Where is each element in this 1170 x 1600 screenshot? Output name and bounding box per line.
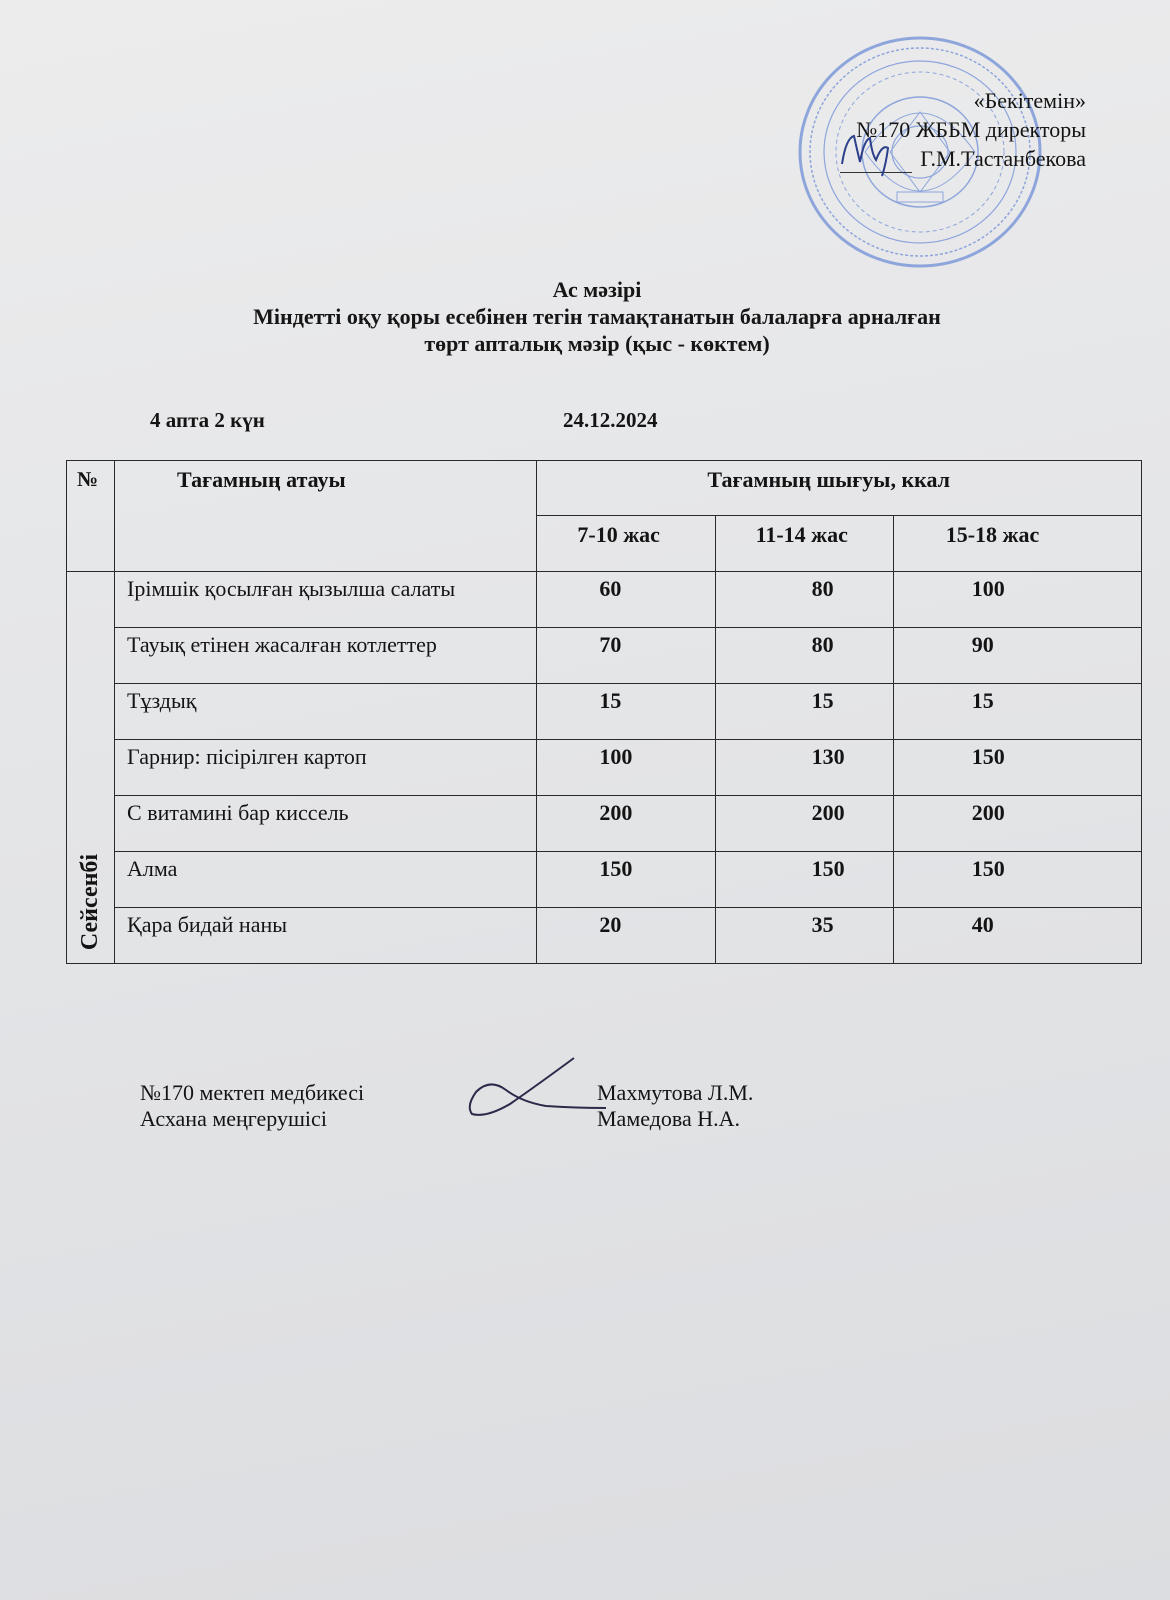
kcal-7-10: 60 — [537, 572, 715, 628]
approval-heading: «Бекітемін» — [973, 88, 1086, 113]
kcal-15-18: 100 — [893, 572, 1141, 628]
table-row — [67, 684, 1142, 740]
table-row — [67, 740, 1142, 796]
header-age-11-14: 11-14 жас — [715, 516, 893, 572]
kcal-11-14: 35 — [715, 908, 893, 964]
title-line-3: төрт апталық мәзір (қыс - көктем) — [424, 331, 770, 356]
kcal-15-18: 90 — [893, 628, 1141, 684]
signature-roles — [140, 1080, 364, 1132]
dish-name: Гарнир: пісірілген картоп — [115, 740, 537, 796]
table-row — [67, 628, 1142, 684]
dish-name: Тауық етінен жасалған котлеттер — [115, 628, 537, 684]
week-day-label: 4 апта 2 күн — [150, 408, 265, 432]
kcal-11-14: 150 — [715, 852, 893, 908]
header-dish-name: Тағамның атауы — [115, 461, 537, 572]
day-cell — [67, 572, 115, 964]
kcal-7-10: 70 — [537, 628, 715, 684]
kcal-7-10: 200 — [537, 796, 715, 852]
table-row — [67, 572, 1142, 628]
table-header-row — [67, 461, 1142, 516]
director-signature-icon — [836, 124, 900, 180]
nurse-role: №170 мектеп медбикесі — [140, 1080, 365, 1105]
dish-name: Алма — [115, 852, 537, 908]
dish-name: Ірімшік қосылған қызылша салаты — [115, 572, 537, 628]
day-label: Сейсенбі — [76, 853, 103, 951]
kcal-15-18: 200 — [893, 796, 1141, 852]
kcal-11-14: 80 — [715, 572, 893, 628]
approval-block — [840, 86, 1086, 173]
header-age-7-10: 7-10 жас — [537, 516, 715, 572]
canteen-name: Мамедова Н.А. — [597, 1106, 741, 1131]
approval-signature-line — [840, 144, 1086, 173]
header-age-15-18: 15-18 жас — [893, 516, 1141, 572]
dish-name: С витамині бар киссель — [115, 796, 537, 852]
kcal-15-18: 15 — [893, 684, 1141, 740]
table-row — [67, 796, 1142, 852]
table-row — [67, 852, 1142, 908]
nurse-name: Махмутова Л.М. — [597, 1080, 754, 1105]
kcal-15-18: 150 — [893, 852, 1141, 908]
header-output-kcal: Тағамның шығуы, ккал — [537, 461, 1142, 516]
dish-name: Қара бидай наны — [115, 908, 537, 964]
document-title — [0, 276, 1170, 357]
dish-name: Тұздық — [115, 684, 537, 740]
canteen-role: Асхана меңгерушісі — [140, 1106, 327, 1131]
kcal-15-18: 40 — [893, 908, 1141, 964]
kcal-11-14: 200 — [715, 796, 893, 852]
table-row — [67, 908, 1142, 964]
kcal-7-10: 20 — [537, 908, 715, 964]
kcal-15-18: 150 — [893, 740, 1141, 796]
kcal-7-10: 150 — [537, 852, 715, 908]
director-signature — [840, 150, 912, 173]
kcal-11-14: 15 — [715, 684, 893, 740]
kcal-11-14: 80 — [715, 628, 893, 684]
kcal-11-14: 130 — [715, 740, 893, 796]
signature-names — [597, 1080, 753, 1132]
approval-position: №170 ЖББМ директоры — [856, 117, 1086, 142]
title-line-2: Міндетті оқу қоры есебінен тегін тамақтанатын балаларға арналған — [253, 304, 941, 329]
header-number: № — [67, 461, 115, 572]
director-name: Г.М.Тастанбекова — [920, 146, 1086, 171]
menu-table — [66, 460, 1142, 964]
menu-date: 24.12.2024 — [563, 408, 658, 432]
nurse-signature-icon — [466, 1056, 616, 1126]
title-line-1: Ас мәзірі — [552, 277, 642, 302]
kcal-7-10: 100 — [537, 740, 715, 796]
kcal-7-10: 15 — [537, 684, 715, 740]
